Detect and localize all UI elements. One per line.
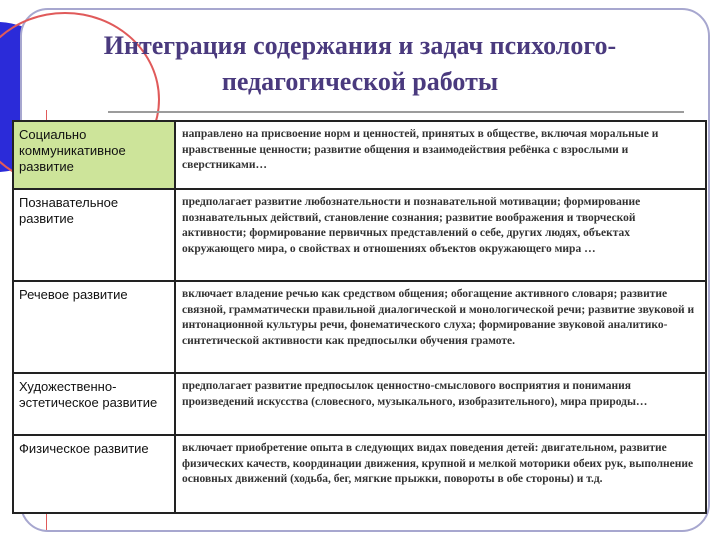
table-row — [13, 435, 706, 513]
table-row — [13, 373, 706, 435]
area-cell-physical: Физическое развитие — [13, 435, 175, 513]
integration-table — [12, 120, 707, 514]
area-cell-speech: Речевое развитие — [13, 281, 175, 373]
description-cell-speech: включает владение речью как средством общения; обогащение активного словаря; развитие связной, грамматически правильной диалогической и монологической речи; развитие звуковой и интонационной культуры речи, фонематического слуха; формирование звуковой аналитико-синтетической активности как предпосылки обучения грамоте. — [175, 281, 706, 373]
slide-title: Интеграция содержания и задач психолого-педагогической работы — [103, 31, 617, 96]
description-cell-physical: включает приобретение опыта в следующих видах поведения детей: двигательном, развитие физических качеств, координации движения, крупной и мелкой моторики обеих рук, выполнение основных движений (ходьба, бег, мягкие прыжки, повороты в обе стороны) и т.д. — [175, 435, 706, 513]
description-cell-cognitive: предполагает развитие любознательности и познавательной мотивации; формирование познавательных действий, становление сознания; развитие воображения и творческой активности; формирование первичных представлений о себе, других людях, объектах окружающего мира, о свойствах и отношениях объектов окружающего мира … — [175, 189, 706, 281]
area-cell-social-communicative: Социально коммуникативное развитие — [13, 121, 175, 189]
area-cell-cognitive: Познавательное развитие — [13, 189, 175, 281]
description-cell-artistic-aesthetic: предполагает развитие предпосылок ценностно-смыслового восприятия и понимания произведений искусства (словесного, музыкального, изобразительного), мира природы… — [175, 373, 706, 435]
table-row — [13, 121, 706, 189]
area-cell-artistic-aesthetic: Художественно-эстетическое развитие — [13, 373, 175, 435]
description-cell-social-communicative: направлено на присвоение норм и ценностей, принятых в обществе, включая моральные и нравственные ценности; развитие общения и взаимодействия ребёнка с взрослыми и сверстниками… — [175, 121, 706, 189]
table-row — [13, 189, 706, 281]
table-row — [13, 281, 706, 373]
title-divider — [108, 111, 684, 113]
